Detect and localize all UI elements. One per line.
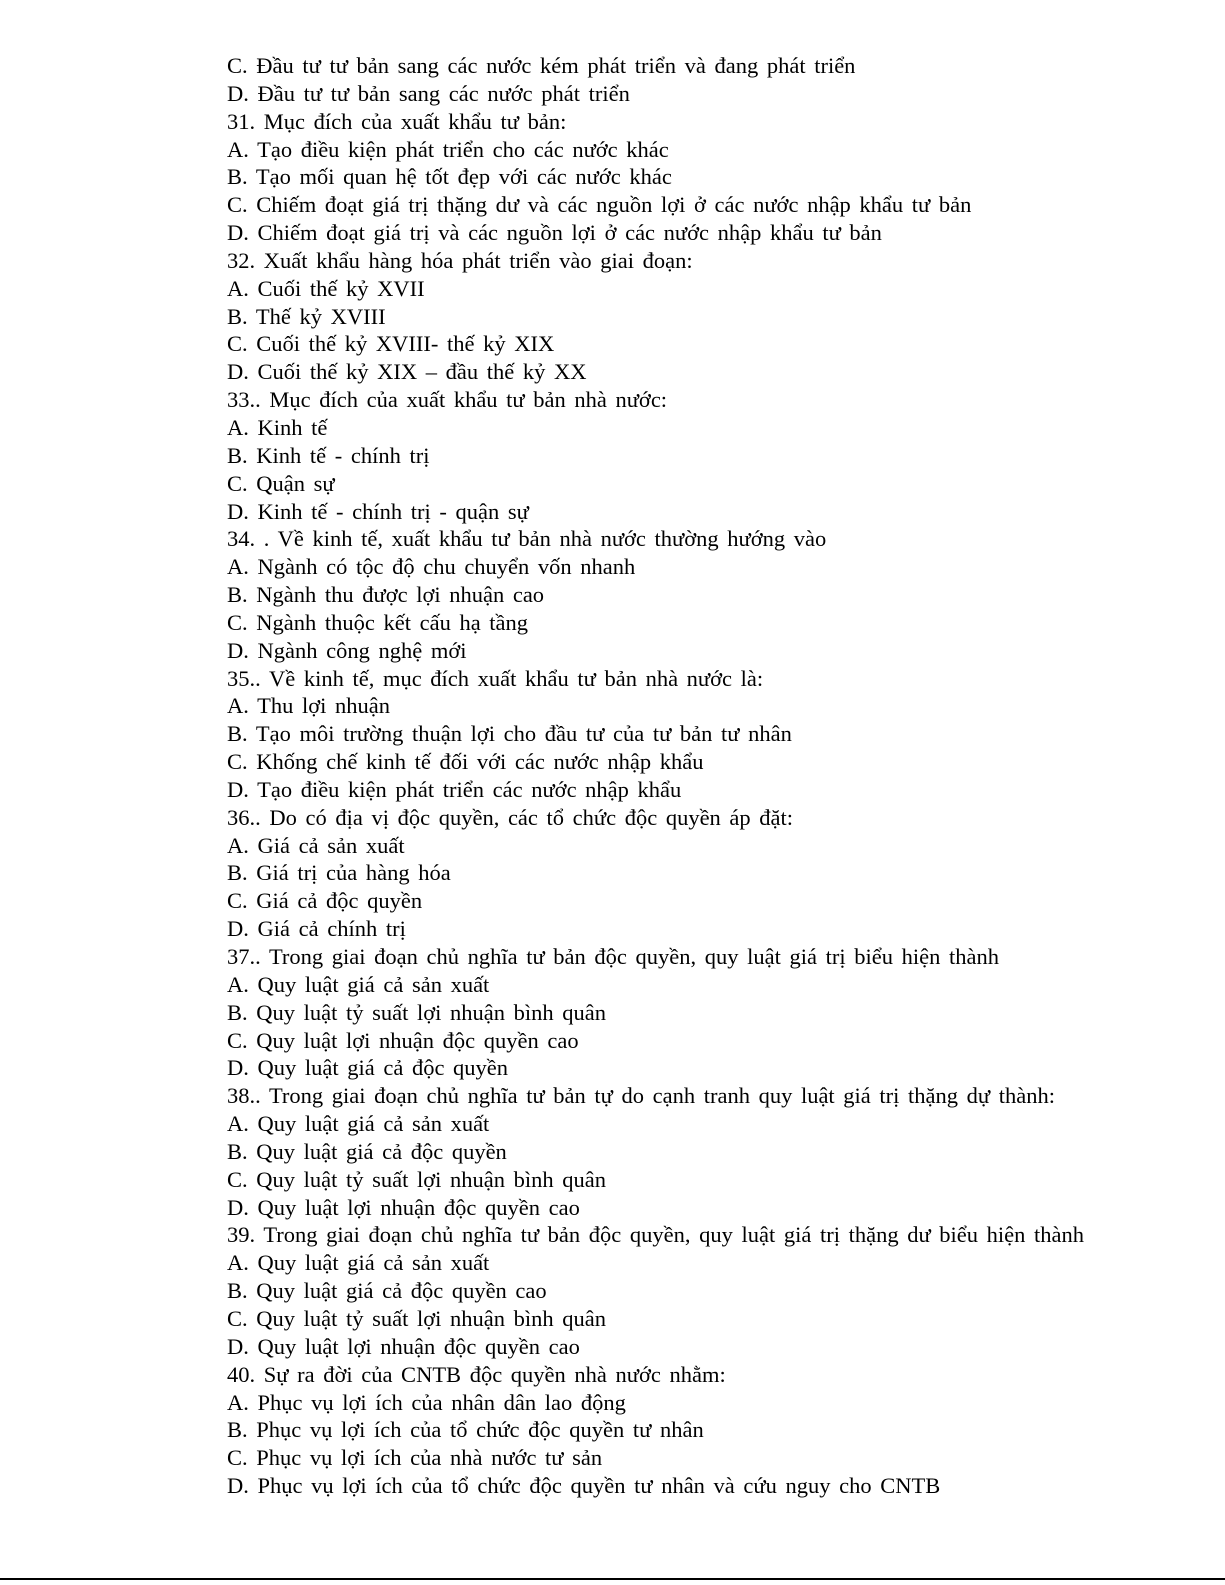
answer-option: C. Quy luật tỷ suất lợi nhuận bình quân (227, 1305, 606, 1331)
answer-option: A. Ngành có tộc độ chu chuyển vốn nhanh (227, 554, 636, 580)
question-line: 32. Xuất khẩu hàng hóa phát triển vào giai đoạn: (227, 247, 693, 273)
answer-option: C. Khống chế kinh tế đối với các nước nhập khẩu (227, 749, 704, 775)
answer-option: B. Thế kỷ XVIII (227, 303, 386, 329)
answer-option: A. Quy luật giá cả sản xuất (227, 1111, 490, 1137)
answer-option: B. Phục vụ lợi ích của tổ chức độc quyền tư nhân (227, 1417, 704, 1443)
answer-option: B. Quy luật giá cả độc quyền (227, 1138, 507, 1164)
answer-option: A. Giá cả sản xuất (227, 832, 405, 858)
text-line: C. Đầu tư tư bản sang các nước kém phát triển và đang phát triển (227, 53, 856, 78)
answer-option: D. Phục vụ lợi ích của tổ chức độc quyền tư nhân và cứu nguy cho CNTB (227, 1473, 941, 1499)
answer-option: D. Tạo điều kiện phát triển các nước nhập khẩu (227, 776, 682, 802)
answer-option: C. Quy luật tỷ suất lợi nhuận bình quân (227, 1166, 606, 1192)
answer-option: C. Giá cả độc quyền (227, 888, 423, 914)
question-line: 35.. Về kinh tế, mục đích xuất khẩu tư bản nhà nước là: (227, 665, 764, 691)
answer-option: C. Chiếm đoạt giá trị thặng dư và các nguồn lợi ở các nước nhập khẩu tư bản (227, 192, 972, 218)
question-line: 31. Mục đích của xuất khẩu tư bản: (227, 108, 567, 134)
page-bottom-rule (0, 1578, 1225, 1580)
answer-option: D. Chiếm đoạt giá trị và các nguồn lợi ở các nước nhập khẩu tư bản (227, 220, 882, 246)
answer-option: B. Giá trị của hàng hóa (227, 860, 451, 886)
answer-option: A. Tạo điều kiện phát triển cho các nước khác (227, 136, 669, 162)
answer-option: D. Quy luật lợi nhuận độc quyền cao (227, 1194, 580, 1220)
question-line: 40. Sự ra đời của CNTB độc quyền nhà nước nhằm: (227, 1361, 726, 1387)
document-page (227, 52, 1225, 1500)
answer-option: B. Quy luật tỷ suất lợi nhuận bình quân (227, 999, 606, 1025)
answer-option: D. Giá cả chính trị (227, 916, 406, 942)
answer-option: D. Ngành công nghệ mới (227, 637, 467, 663)
answer-option: B. Quy luật giá cả độc quyền cao (227, 1278, 547, 1304)
answer-option: A. Quy luật giá cả sản xuất (227, 971, 490, 997)
answer-option: A. Phục vụ lợi ích của nhân dân lao động (227, 1389, 626, 1415)
answer-option: A. Kinh tế (227, 414, 328, 440)
answer-option: D. Quy luật lợi nhuận độc quyền cao (227, 1333, 580, 1359)
answer-option: D. Kinh tế - chính trị - quận sự (227, 498, 529, 524)
question-line: 38.. Trong giai đoạn chủ nghĩa tư bản tự do cạnh tranh quy luật giá trị thặng dự thành: (227, 1083, 1055, 1109)
answer-option: A. Thu lợi nhuận (227, 693, 390, 719)
answer-option: C. Ngành thuộc kết cấu hạ tầng (227, 609, 529, 635)
question-line: 33.. Mục đích của xuất khẩu tư bản nhà nước: (227, 387, 668, 413)
question-line: 37.. Trong giai đoạn chủ nghĩa tư bản độc quyền, quy luật giá trị biểu hiện thành (227, 944, 999, 969)
answer-option: A. Quy luật giá cả sản xuất (227, 1250, 490, 1276)
text-line: D. Đầu tư tư bản sang các nước phát triển (227, 80, 630, 106)
answer-option: D. Quy luật giá cả độc quyền (227, 1055, 509, 1081)
question-line: 36.. Do có địa vị độc quyền, các tổ chức độc quyền áp đặt: (227, 804, 794, 830)
answer-option: C. Quy luật lợi nhuận độc quyền cao (227, 1027, 579, 1053)
answer-option: C. Phục vụ lợi ích của nhà nước tư sản (227, 1445, 603, 1471)
answer-option: B. Tạo môi trường thuận lợi cho đầu tư của tư bản tư nhân (227, 721, 792, 747)
answer-option: D. Cuối thế kỷ XIX – đầu thế kỷ XX (227, 359, 587, 385)
answer-option: B. Ngành thu được lợi nhuận cao (227, 582, 545, 608)
question-line: 34. . Về kinh tế, xuất khẩu tư bản nhà nước thường hướng vào (227, 526, 827, 552)
answer-option: C. Cuối thế kỷ XVIII- thế kỷ XIX (227, 331, 555, 357)
answer-option: B. Kinh tế - chính trị (227, 442, 430, 468)
answer-option: C. Quận sự (227, 470, 335, 496)
answer-option: A. Cuối thế kỷ XVII (227, 275, 425, 301)
answer-option: B. Tạo mối quan hệ tốt đẹp với các nước khác (227, 164, 672, 190)
question-line: 39. Trong giai đoạn chủ nghĩa tư bản độc quyền, quy luật giá trị thặng dư biểu hiện thành (227, 1222, 1085, 1248)
